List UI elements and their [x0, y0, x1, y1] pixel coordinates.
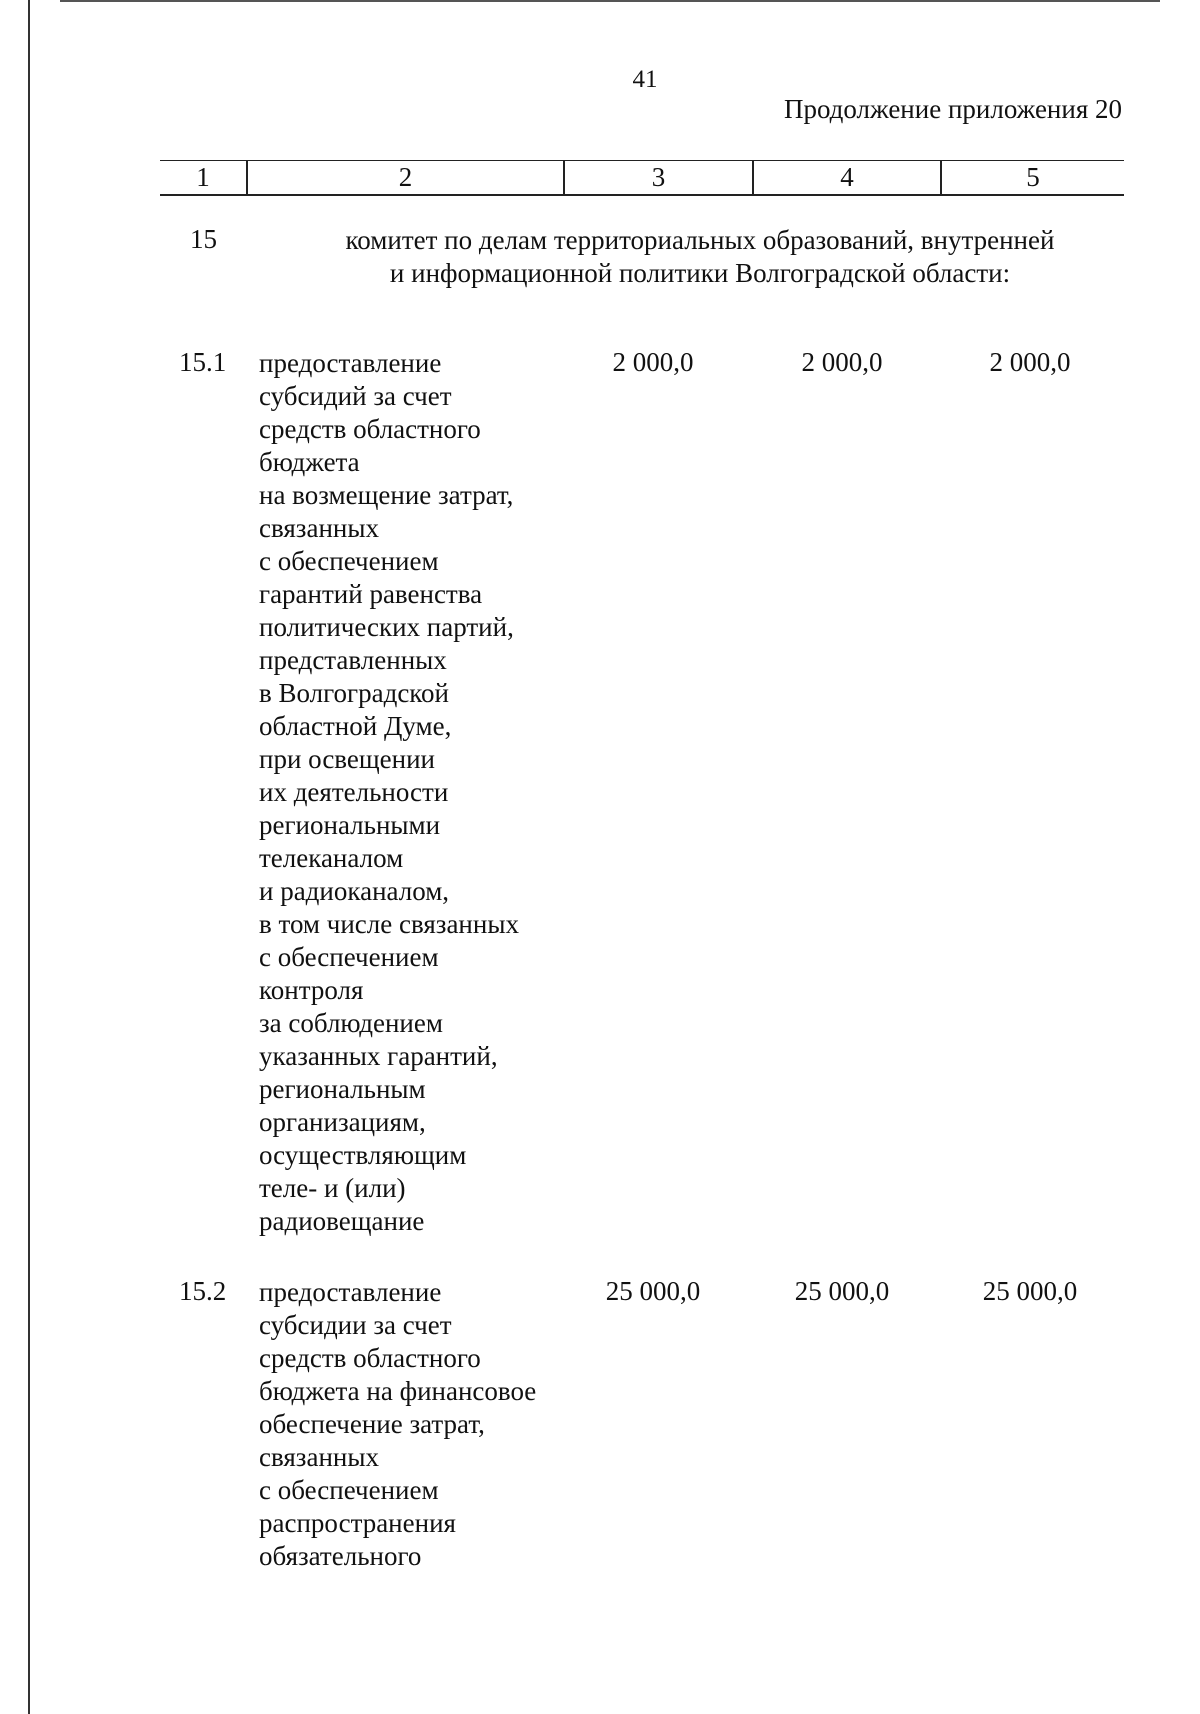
column-header-4: 4	[752, 161, 940, 194]
column-header-5: 5	[940, 161, 1124, 194]
description-line: связанных	[259, 513, 379, 543]
column-header-2: 2	[246, 161, 563, 194]
value-col4: 2 000,0	[801, 347, 883, 377]
row-number: 15.2	[179, 1276, 227, 1306]
description-line: и радиоканалом,	[259, 876, 450, 906]
description-line: гарантий равенства	[259, 579, 483, 609]
description-line: обязательного	[259, 1541, 422, 1571]
column-header-3: 3	[563, 161, 752, 194]
description-line: субсидий за счет	[259, 381, 452, 411]
description-line: их деятельности	[259, 777, 449, 807]
row-description	[259, 1276, 589, 1573]
appendix-note: Продолжение приложения 20	[783, 94, 1122, 124]
description-line: субсидии за счет	[259, 1310, 452, 1340]
description-line: средств областного	[259, 414, 481, 444]
row-number: 15.1	[179, 347, 227, 377]
scan-top-edge	[60, 0, 1160, 2]
description-line: средств областного	[259, 1343, 481, 1373]
description-line: представленных	[259, 645, 447, 675]
description-line: политических партий,	[259, 612, 514, 642]
value-col4: 25 000,0	[794, 1276, 890, 1306]
description-line: в Волгоградской	[259, 678, 450, 708]
description-line: с обеспечением	[259, 942, 439, 972]
description-line: с обеспечением	[259, 546, 439, 576]
description-line: предоставление	[259, 348, 442, 378]
section-title-line: и информационной политики Волгоградской области:	[389, 258, 1011, 288]
page-number: 41	[632, 66, 658, 93]
description-line: областной Думе,	[259, 711, 452, 741]
description-line: обеспечение затрат,	[259, 1409, 485, 1439]
description-line: осуществляющим	[259, 1140, 467, 1170]
description-line: организациям,	[259, 1107, 426, 1137]
column-header-row	[160, 160, 1124, 196]
section-title	[270, 224, 1130, 290]
description-line: за соблюдением	[259, 1008, 443, 1038]
description-line: региональным	[259, 1074, 426, 1104]
description-line: теле- и (или)	[259, 1173, 406, 1203]
section-title-line: комитет по делам территориальных образований, внутренней	[345, 225, 1055, 255]
description-line: радиовещание	[259, 1206, 425, 1236]
description-line: при освещении	[259, 744, 436, 774]
description-line: телеканалом	[259, 843, 404, 873]
column-header-1: 1	[196, 162, 210, 192]
description-line: бюджета на финансовое	[259, 1376, 537, 1406]
description-line: связанных	[259, 1442, 379, 1472]
value-col5: 2 000,0	[989, 347, 1071, 377]
scan-left-edge	[28, 0, 30, 1714]
description-line: бюджета	[259, 447, 360, 477]
description-line: региональными	[259, 810, 441, 840]
section-number: 15	[190, 224, 217, 254]
value-col5: 25 000,0	[982, 1276, 1078, 1306]
description-line: с обеспечением	[259, 1475, 439, 1505]
row-description	[259, 347, 589, 1238]
description-line: распространения	[259, 1508, 456, 1538]
value-col3: 25 000,0	[605, 1276, 701, 1306]
description-line: предоставление	[259, 1277, 442, 1307]
description-line: на возмещение затрат,	[259, 480, 514, 510]
description-line: указанных гарантий,	[259, 1041, 498, 1071]
value-col3: 2 000,0	[612, 347, 694, 377]
description-line: в том числе связанных	[259, 909, 519, 939]
description-line: контроля	[259, 975, 364, 1005]
